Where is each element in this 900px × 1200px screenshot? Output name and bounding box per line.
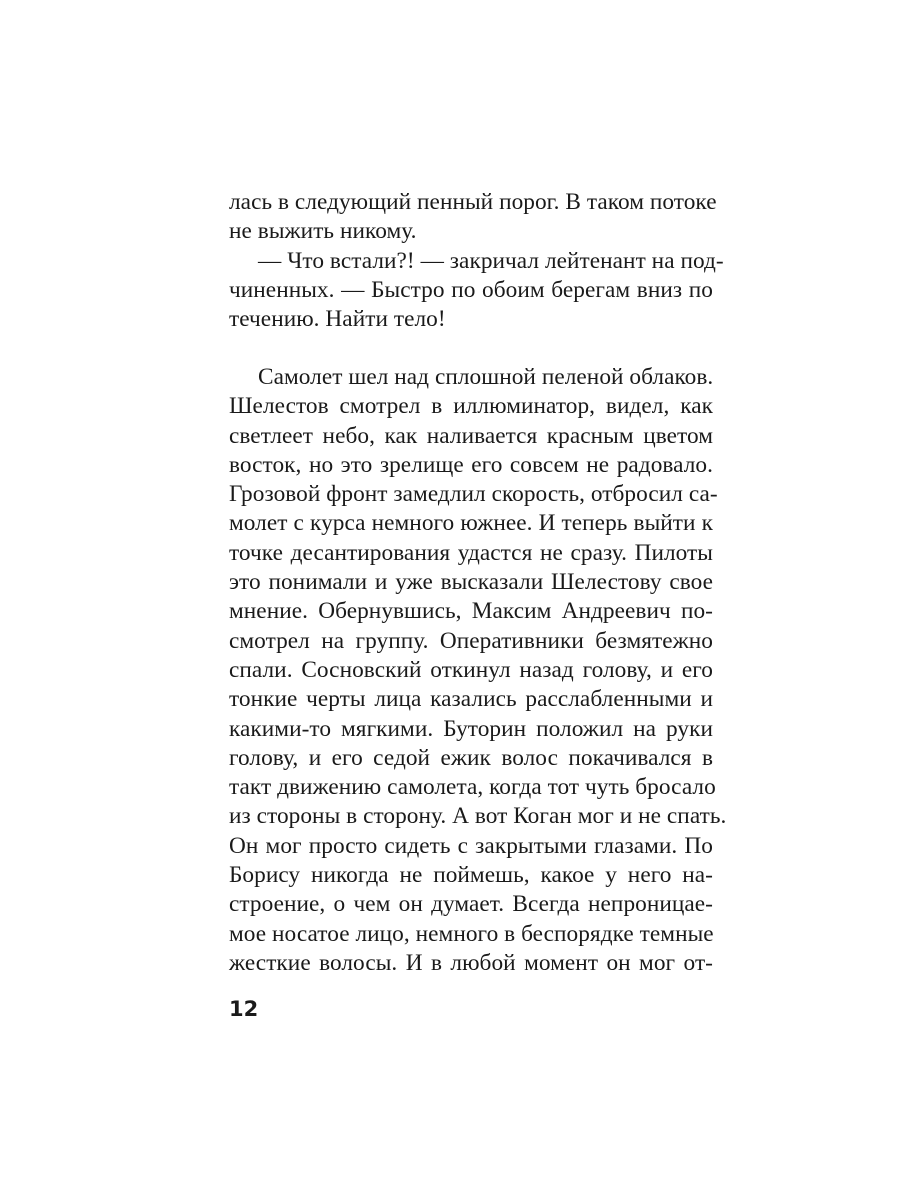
text-line: из стороны в сторону. А вот Коган мог и не спать. — [229, 803, 727, 830]
text-line: восток, но это зрелище его совсем не радовало. — [229, 451, 713, 478]
text-line: голову, и его седой ежик волос покачивался в — [229, 744, 713, 771]
text-line: строение, о чем он думает. Всегда непроницае- — [229, 891, 713, 918]
text-block-river-scene — [229, 188, 724, 334]
text-line: Шелестов смотрел в иллюминатор, видел, как — [229, 393, 713, 420]
text-line: мое носатое лицо, немного в беспорядке темные — [229, 920, 714, 947]
text-line: это понимали и уже высказали Шелестову свое — [229, 569, 713, 596]
text-line: точке десантирования удастся не сразу. Пилоты — [229, 539, 713, 566]
text-line: молет с курса немного южнее. И теперь выйти к — [229, 510, 713, 537]
paragraph-first-line: Самолет шел над сплошной пеленой облаков. — [258, 364, 714, 390]
text-line: спали. Сосновский откинул назад голову, и его — [229, 656, 713, 683]
page-number: 12 — [229, 997, 259, 1021]
text-line: какими-то мягкими. Буторин положил на руки — [229, 715, 713, 742]
text-line: такт движению самолета, когда тот чуть бросало — [229, 774, 716, 801]
text-line: течению. Найти тело! — [229, 306, 446, 333]
dialogue-line: — Что встали?! — закричал лейтенант на под- — [258, 247, 724, 274]
text-line: смотрел на группу. Оперативники безмятежно — [229, 627, 713, 654]
text-line: не выжить никому. — [229, 218, 417, 245]
text-line: светлеет небо, как наливается красным цветом — [229, 422, 713, 449]
text-line: чиненных. — Быстро по обоим берегам вниз по — [229, 276, 713, 303]
text-line: мнение. Обернувшись, Максим Андреевич по- — [229, 598, 713, 625]
text-line: лась в следующий пенный порог. В таком потоке — [229, 189, 717, 215]
text-line: Борису никогда не поймешь, какое у него на- — [229, 862, 713, 889]
text-line: Грозовой фронт замедлил скорость, отбросил са- — [229, 481, 718, 508]
text-line: жесткие волосы. И в любой момент он мог от- — [229, 949, 713, 976]
text-line: Он мог просто сидеть с закрытыми глазами. По — [229, 832, 713, 859]
text-line: тонкие черты лица казались расслабленными и — [229, 686, 713, 713]
text-block-airplane-scene — [229, 363, 727, 978]
